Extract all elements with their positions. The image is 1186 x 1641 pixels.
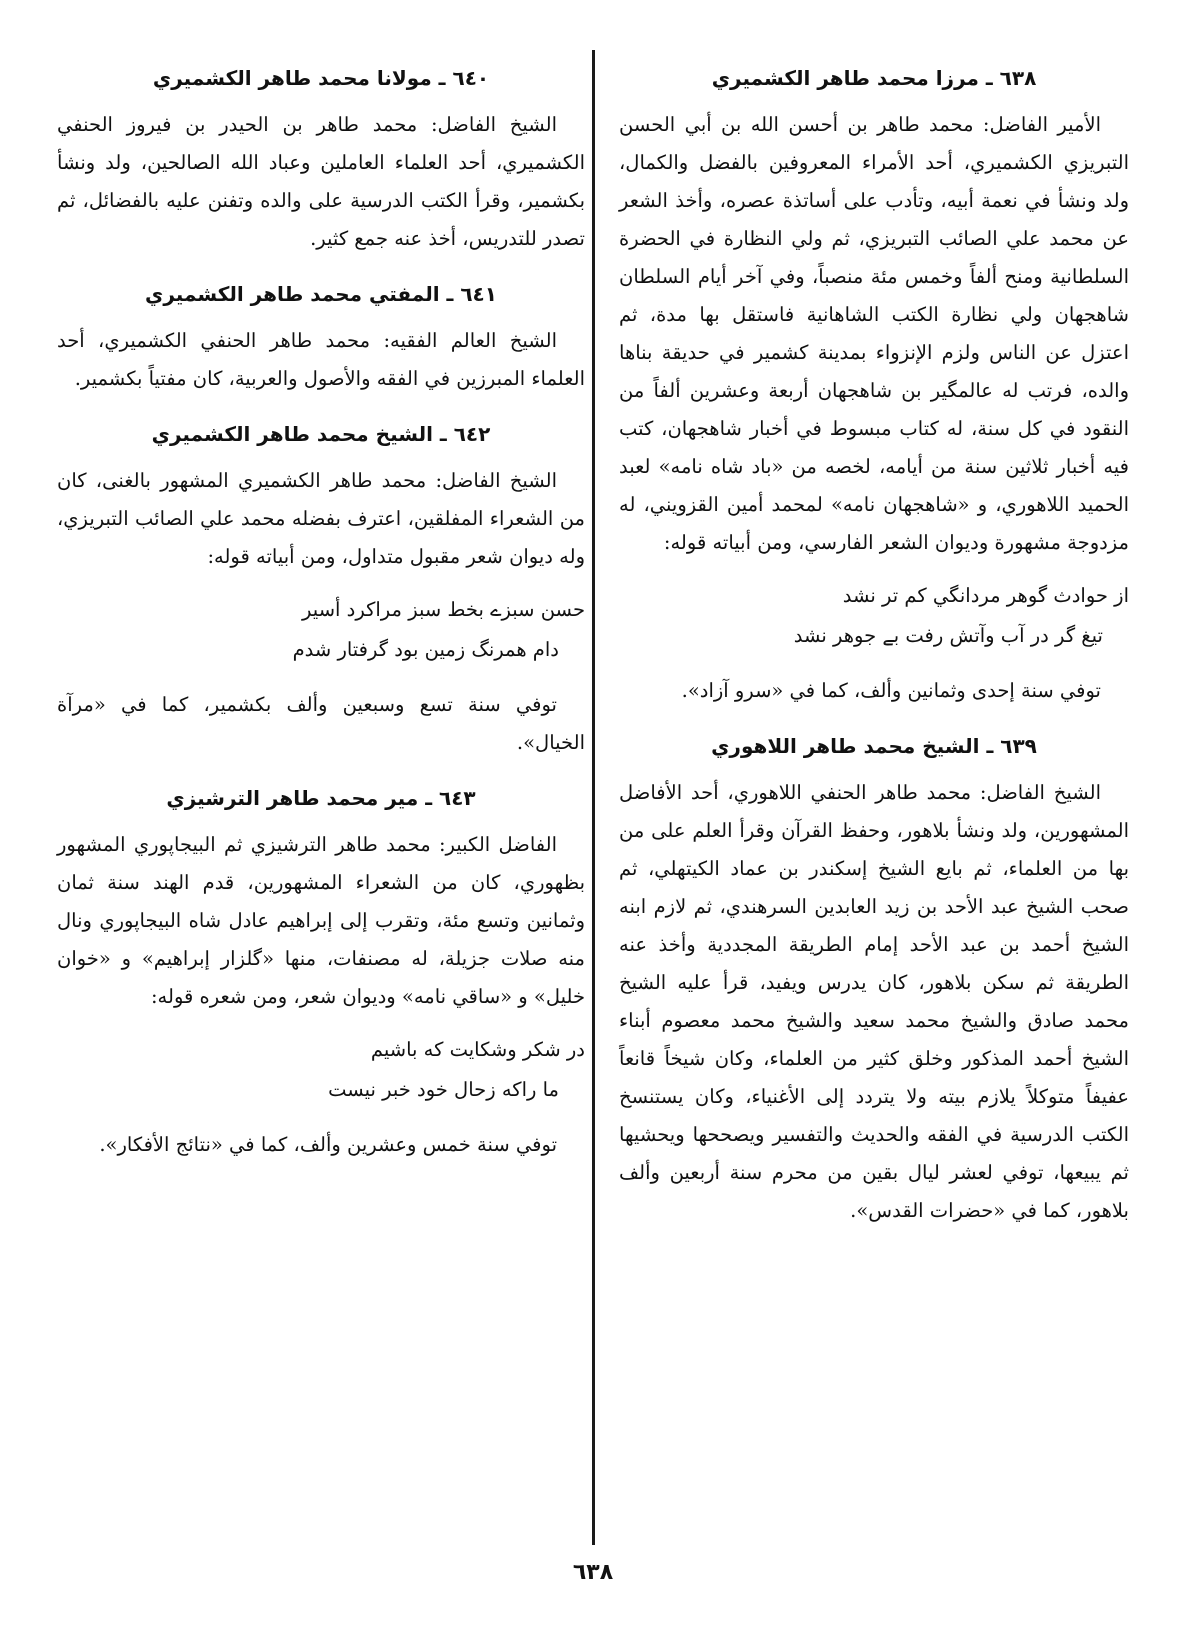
entry-death-note: توفي سنة إحدى وثمانين وألف، كما في «سرو آزاد». (681, 679, 1101, 702)
entry-639 (619, 730, 1129, 1230)
entry-text: الشيخ الفاضل: محمد طاهر بن الحيدر بن فيروز الحنفي الكشميري، أحد العلماء العاملين وعباد الله الصالحين، ولد ونشأ بكشمير، وقرأ الكتب الدرسية على والده وتفنن عليه بالفضائل، ثم تصدر للتدريس، أخذ عنه جمع كثير. (57, 113, 585, 250)
entry-title: ٦٣٨ ـ مرزا محمد طاهر الكشميري (711, 66, 1037, 90)
page-number: ٦٣٨ (572, 1560, 614, 1585)
verse-block (57, 1030, 585, 1110)
verse-line: حسن سبزے بخط سبز مراكرد أسير (302, 598, 585, 621)
entry-title: ٦٤٣ ـ مير محمد طاهر الترشيزي (166, 786, 476, 810)
entry-title: ٦٤٢ ـ الشيخ محمد طاهر الكشميري (151, 422, 491, 446)
verse-line: ما راكه زحال خود خبر نيست (328, 1078, 559, 1101)
verse-line: دام همرنگ زمين بود گرفتار شدم (292, 638, 559, 661)
verse-line: در شكر وشكايت كه باشيم (370, 1038, 585, 1061)
entry-638 (619, 62, 1129, 710)
right-column (619, 50, 1129, 1250)
entry-death-note: توفي سنة خمس وعشرين وألف، كما في «نتائج الأفكار». (99, 1133, 557, 1156)
entry-title: ٦٤١ ـ المفتي محمد طاهر الكشميري (145, 282, 497, 306)
left-column (57, 50, 585, 1184)
entry-643 (57, 782, 585, 1164)
entry-641 (57, 278, 585, 398)
entry-642 (57, 418, 585, 762)
entry-text: الشيخ الفاضل: محمد طاهر الحنفي اللاهوري، أحد الأفاضل المشهورين، ولد ونشأ بلاهور، وحفظ القرآن وقرأ العلم على من بها من العلماء، ثم بايع الشيخ إسكندر بن عماد الكيتهلي، ثم صحب الشيخ عبد الأحد بن زيد العابدين السرهندي، ثم لازم ابنه الشيخ أحمد بن عبد الأحد إمام الطريقة المجددية وأخذ عنه الطريقة ثم سكن بلاهور، كان يدرس ويفيد، قرأ عليه الشيخ محمد صادق والشيخ محمد سعيد والشيخ محمد معصوم أبناء الشيخ أحمد المذكور وخلق كثير من العلماء، وكان شيخاً قانعاً عفيفاً متوكلاً يلازم بيته ولا يتردد إلى الأغنياء، وكان يستنسخ الكتب الدرسية في الفقه والحديث والتفسير ويصححها ويحشيها ثم يبيعها، توفي لعشر ليال بقين من محرم سنة أربعين وألف بلاهور، كما في «حضرات القدس». (619, 781, 1129, 1222)
verse-line: تيغ گر در آب وآتش رفت بے جوهر نشد (793, 624, 1103, 647)
entry-death-note: توفي سنة تسع وسبعين وألف بكشمير، كما في «مرآة الخيال». (57, 693, 585, 754)
entry-640 (57, 62, 585, 258)
verse-line: از حوادث گوهر مردانگي كم تر نشد (842, 584, 1129, 607)
entry-title: ٦٣٩ ـ الشيخ محمد طاهر اللاهوري (711, 734, 1037, 758)
entry-text: الشيخ الفاضل: محمد طاهر الكشميري المشهور بالغنى، كان من الشعراء المفلقين، اعترف بفضله محمد علي الصائب التبريزي، وله ديوان شعر مقبول متداول، ومن أبياته قوله: (57, 469, 585, 568)
column-divider (592, 50, 595, 1545)
entry-text: الفاضل الكبير: محمد طاهر الترشيزي ثم البيجاپوري المشهور بظهوري، كان من الشعراء المشهورين، قدم الهند سنة ثمان وثمانين وتسع مئة، وتقرب إلى إبراهيم عادل شاه البيجاپوري ونال منه صلات جزيلة، له مصنفات، منها «گلزار إبراهيم» و «خوان خليل» و «ساقي نامه» وديوان شعر، ومن شعره قوله: (57, 833, 585, 1008)
entry-text: الشيخ العالم الفقيه: محمد طاهر الحنفي الكشميري، أحد العلماء المبرزين في الفقه والأصول والعربية، كان مفتياً بكشمير. (57, 329, 585, 390)
verse-block (57, 590, 585, 670)
entry-title: ٦٤٠ ـ مولانا محمد طاهر الكشميري (152, 66, 490, 90)
verse-block (619, 576, 1129, 656)
entry-text: الأمير الفاضل: محمد طاهر بن أحسن الله بن أبي الحسن التبريزي الكشميري، أحد الأمراء المعروفين بالفضل والكمال، ولد ونشأ في نعمة أبيه، وتأدب على أساتذة عصره، وأخذ الشعر عن محمد علي الصائب التبريزي، ثم ولي النظارة في الحضرة السلطانية ومنح ألفاً وخمس مئة منصباً، وفي آخر أيام السلطان شاهجهان ولي نظارة الكتب الشاهانية فاستقل بها مدة، ثم اعتزل عن الناس ولزم الإنزواء بمدينة كشمير في حديقة بناها والده، فرتب له عالمگير بن شاهجهان أربعة وعشرين ألفاً من النقود في كل سنة، له كتاب مبسوط في أخبار شاهجهان، كتب فيه أخبار ثلاثين سنة من أيامه، لخصه من «باد شاه نامه» لعبد الحميد اللاهوري، و «شاهجهان نامه» لمحمد أمين القزويني، له مزدوجة مشهورة وديوان الشعر الفارسي، ومن أبياته قوله: (619, 113, 1129, 554)
